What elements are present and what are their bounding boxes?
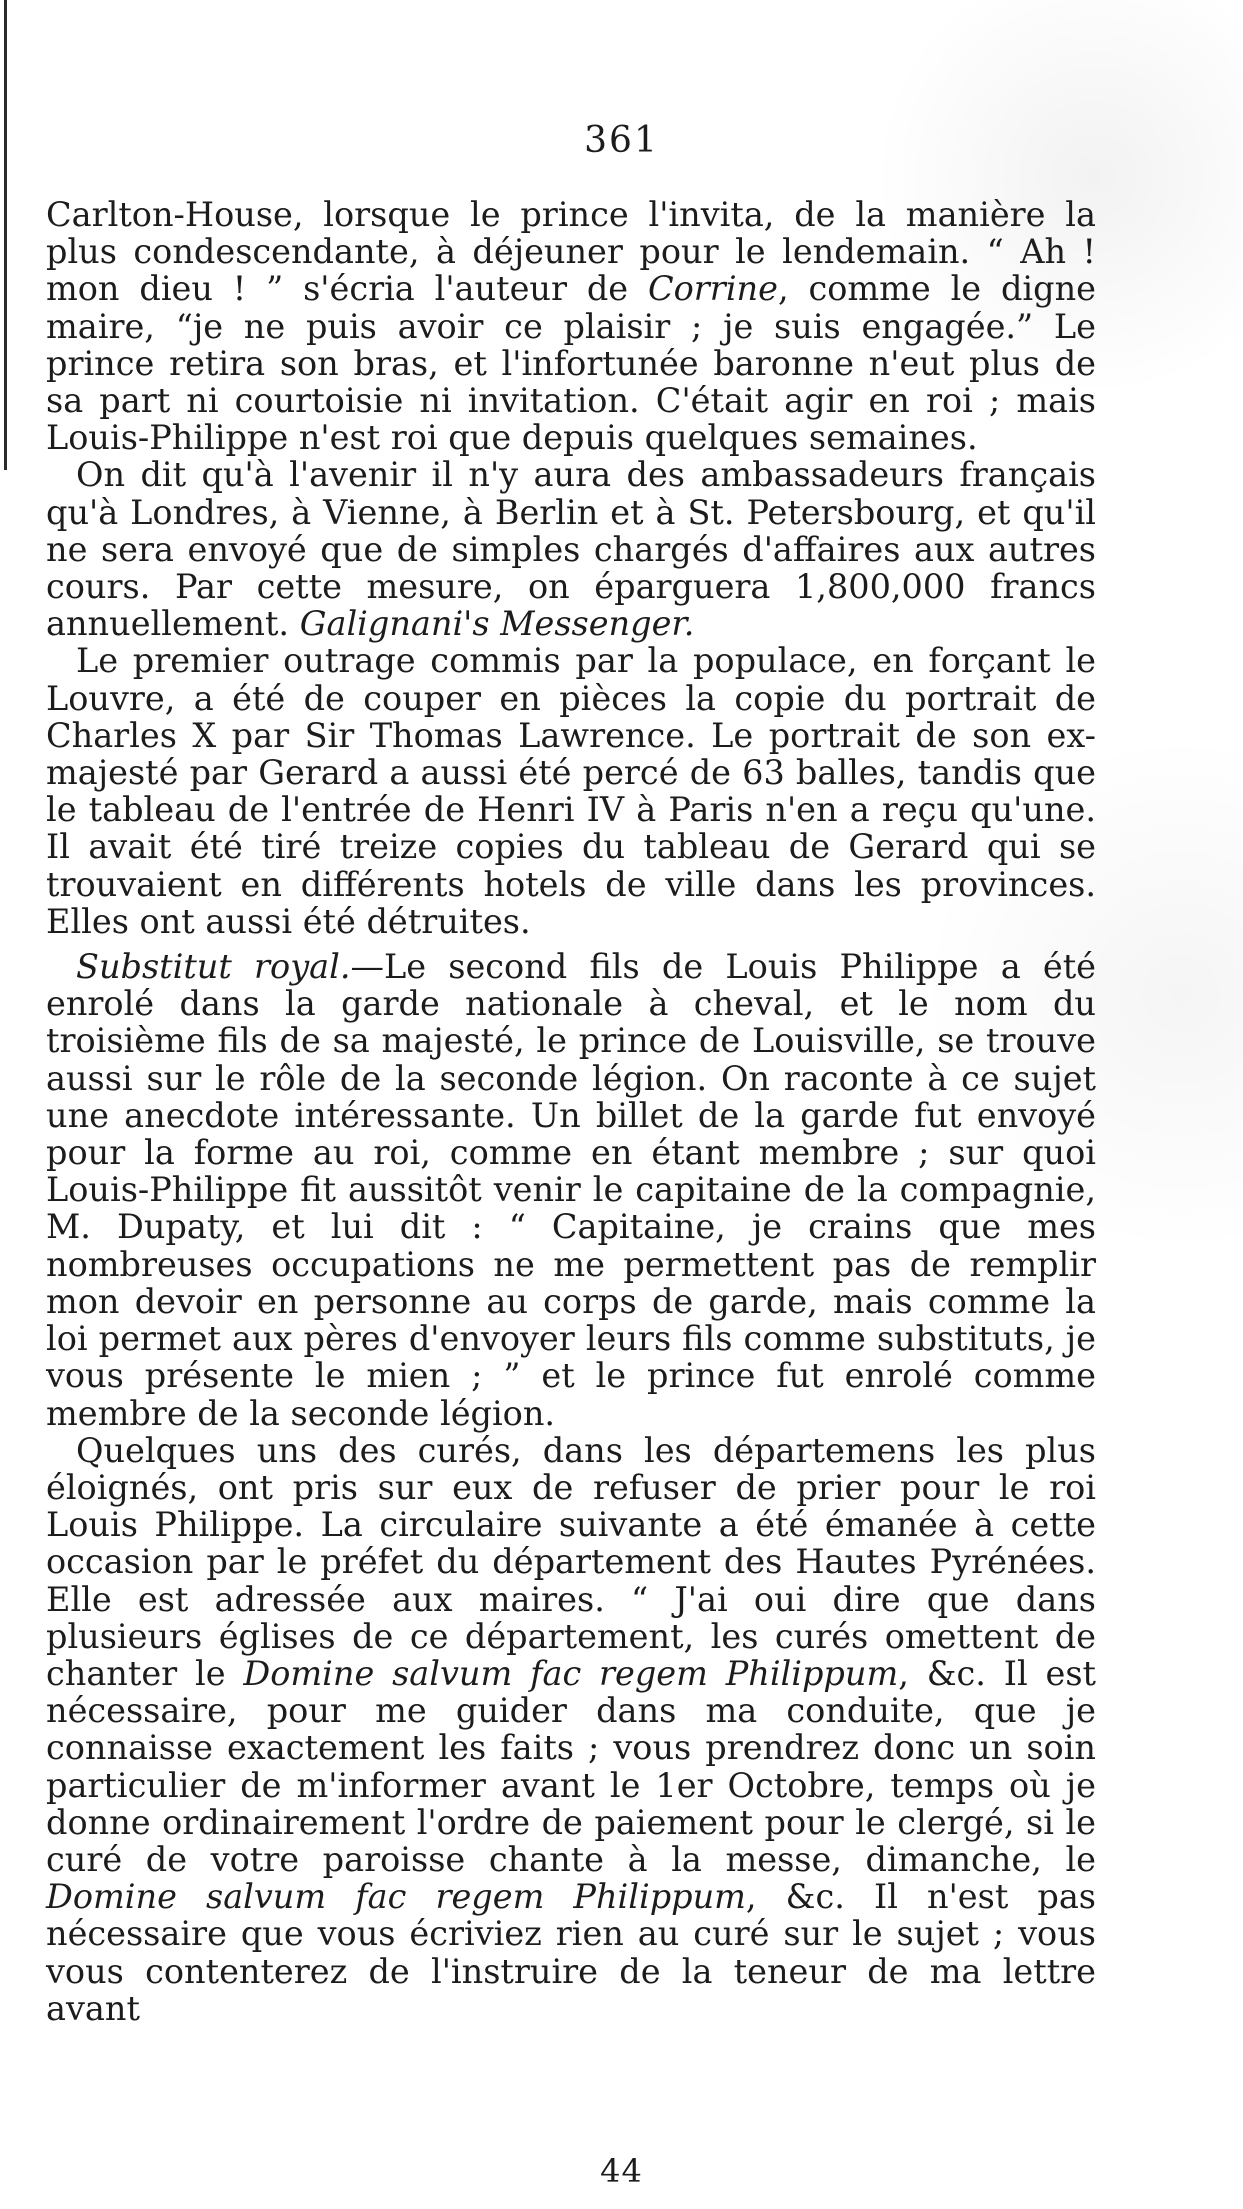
text-run: Le premier outrage commis par la populace, en forçant le Louvre, a été de couper en pièces la copie du portrait de Charles X par Sir Thomas Lawrence. Le portrait de son ex-majesté par Gerard a aussi été percé de 63 balles, tandis que le tableau de l'entrée de Henri IV à Paris n'en a reçu qu'une. Il avait été tiré treize copies du tableau de Gerard qui se trouvaient en différents hotels de ville dans les provinces. Elles ont aussi été détruites. — [46, 641, 1096, 941]
paragraph — [46, 1432, 1096, 2027]
paragraph — [46, 196, 1096, 456]
paragraph — [46, 642, 1096, 940]
text-run: Quelques uns des curés, dans les départemens les plus éloignés, ont pris sur eux de refuser de prier pour le roi Louis Philippe. La circulaire suivante a été émanée à cette occasion par le préfet du département des Hautes Pyrénées. Elle est adressée aux maires. “ J'ai oui dire que dans plusieurs églises de ce département, les curés omettent de chanter le — [46, 1430, 1096, 1693]
paragraph — [46, 456, 1096, 642]
italic-text: Galignani's Messenger. — [299, 604, 695, 644]
body-text — [46, 196, 1096, 2027]
signature-mark: 44 — [600, 2152, 643, 2190]
text-run: , &c. Il est nécessaire, pour me guider dans ma conduite, que je connaisse exactement les faits ; vous prendrez donc un soin particulier de m'informer avant le 1er Octobre, temps où je donne ordinairement l'ordre de paiement pour le clergé, si le curé de votre paroisse chante à la messe, dimanche, le — [46, 1653, 1096, 1879]
italic-text: Substitut royal. — [76, 947, 351, 987]
text-run: On dit qu'à l'avenir il n'y aura des ambassadeurs français qu'à Londres, à Vienne, à Berlin et à St. Petersbourg, et qu'il ne sera envoyé que de simples chargés d'affaires aux autres cours. Par cette mesure, on éparguera 1,800,000 francs annuellement. — [46, 455, 1096, 644]
binding-edge — [4, 0, 7, 470]
text-run: , comme le digne maire, “je ne puis avoir ce plaisir ; je suis engagée.” Le prince retira son bras, et l'infortunée baronne n'eut plus de sa part ni courtoisie ni invitation. C'était agir en roi ; mais Louis-Philippe n'est roi que depuis quelques semaines. — [46, 269, 1096, 458]
page-number: 361 — [584, 120, 659, 161]
text-run: Carlton-House, lorsque le prince l'invita, de la manière la plus condescendante, à déjeuner pour le lendemain. “ Ah ! mon dieu ! ” s'écria l'auteur de — [46, 195, 1096, 309]
text-run: —Le second fils de Louis Philippe a été enrolé dans la garde nationale à cheval, et le nom du troisième fils de sa majesté, le prince de Louisville, se trouve aussi sur le rôle de la seconde légion. On raconte à ce sujet une anecdote intéressante. Un billet de la garde fut envoyé pour la forme au roi, comme en étant membre ; sur quoi Louis-Philippe fit aussitôt venir le capitaine de la compagnie, M. Dupaty, et lui dit : “ Capitaine, je crains que mes nombreuses occupations ne me permettent pas de remplir mon devoir en personne au corps de garde, mais comme la loi permet aux pères d'envoyer leurs fils comme substituts, je vous présente le mien ; ” et le prince fut enrolé comme membre de la seconde légion. — [46, 947, 1096, 1433]
italic-text: Corrine — [647, 269, 778, 309]
paragraph — [46, 948, 1096, 1432]
text-run: , &c. Il n'est pas nécessaire que vous écriviez rien au curé sur le sujet ; vous vous contenterez de l'instruire de la teneur de ma lettre avant — [46, 1877, 1096, 2028]
italic-text: Domine salvum fac regem Philippum — [46, 1877, 746, 1917]
italic-text: Domine salvum fac regem Philippum — [243, 1653, 899, 1693]
